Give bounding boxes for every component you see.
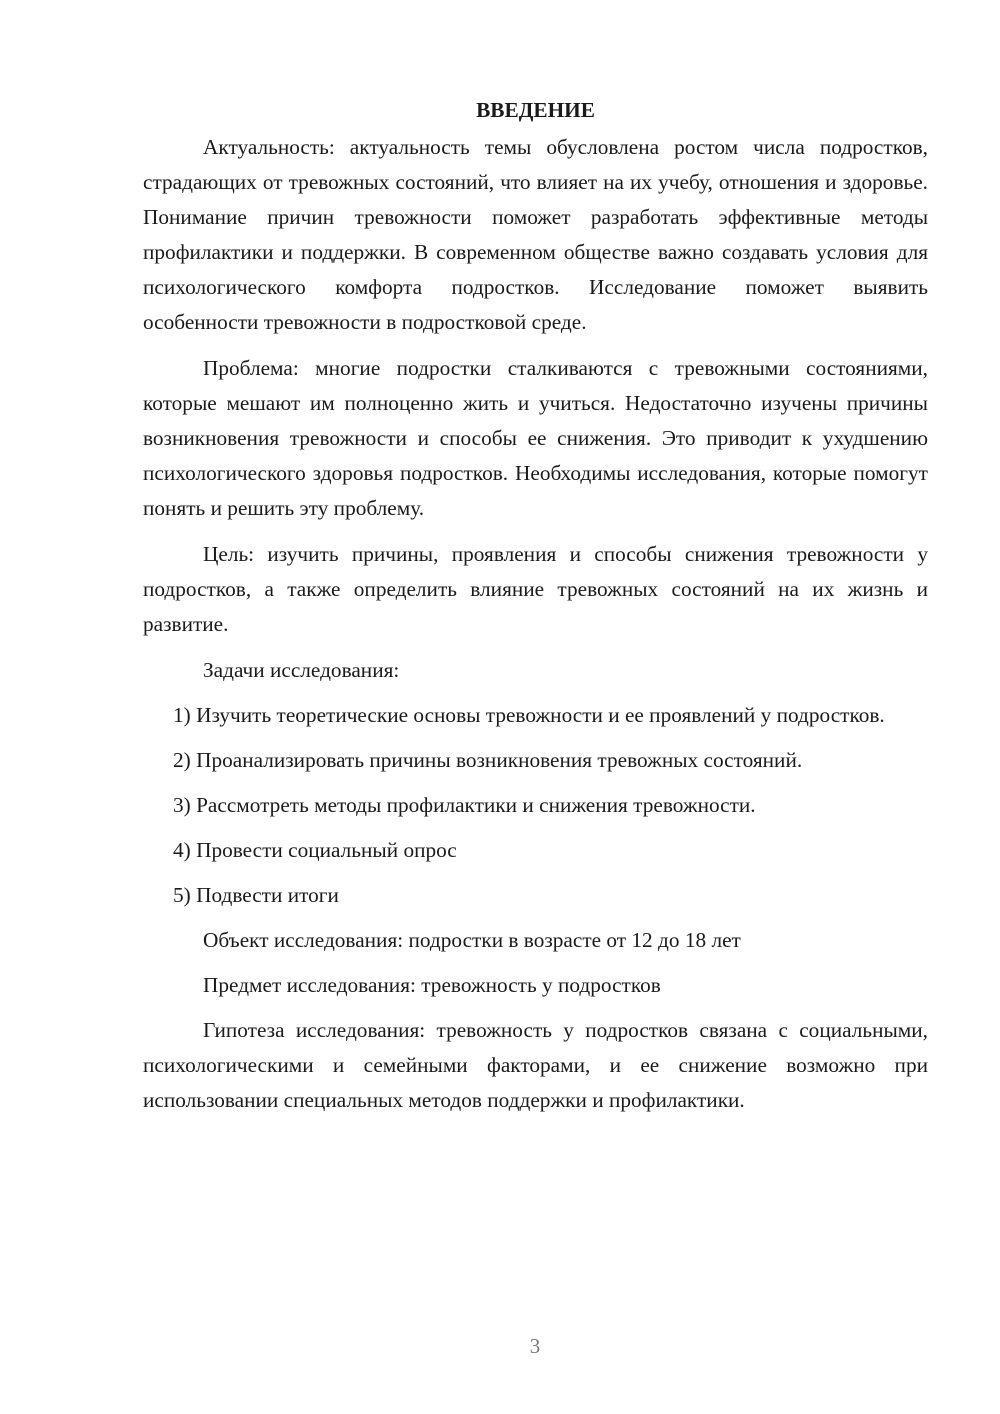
task-item-1: 1) Изучить теоретические основы тревожности и ее проявлений у подростков. bbox=[173, 703, 885, 727]
hypothesis-paragraph: Гипотеза исследования: тревожность у подростков связана с социальными, психологическими и семейными факторами, и ее снижение возможно при использовании специальных методов поддержки и профилактики. bbox=[143, 1018, 928, 1112]
goal-paragraph: Цель: изучить причины, проявления и способы снижения тревожности у подростков, а также определить влияние тревожных состояний на их жизнь и развитие. bbox=[143, 542, 928, 636]
relevance-paragraph: Актуальность: актуальность темы обусловлена ростом числа подростков, страдающих от тревожных состояний, что влияет на их учебу, отношения и здоровье. Понимание причин тревожности поможет разработать эффективные методы профилактики и поддержки. В современном обществе важно создавать условия для психологического комфорта подростков. Исследование поможет выявить особенности тревожности в подростковой среде. bbox=[143, 135, 928, 334]
task-item-5: 5) Подвести итоги bbox=[173, 883, 339, 907]
subject-paragraph: Предмет исследования: тревожность у подростков bbox=[203, 973, 661, 997]
tasks-heading: Задачи исследования: bbox=[203, 658, 400, 682]
task-item-3: 3) Рассмотреть методы профилактики и снижения тревожности. bbox=[173, 793, 756, 817]
task-item-4: 4) Провести социальный опрос bbox=[173, 838, 457, 862]
task-item-2: 2) Проанализировать причины возникновения тревожных состояний. bbox=[173, 748, 803, 772]
section-heading: ВВЕДЕНИЕ bbox=[476, 98, 595, 122]
object-paragraph: Объект исследования: подростки в возрасте от 12 до 18 лет bbox=[203, 928, 741, 952]
page-number: 3 bbox=[529, 1334, 541, 1358]
problem-paragraph: Проблема: многие подростки сталкиваются с тревожными состояниями, которые мешают им полноценно жить и учиться. Недостаточно изучены причины возникновения тревожности и способы ее снижения. Это приводит к ухудшению психологического здоровья подростков. Необходимы исследования, которые помогут понять и решить эту проблему. bbox=[143, 356, 928, 520]
page-content bbox=[143, 92, 928, 1129]
